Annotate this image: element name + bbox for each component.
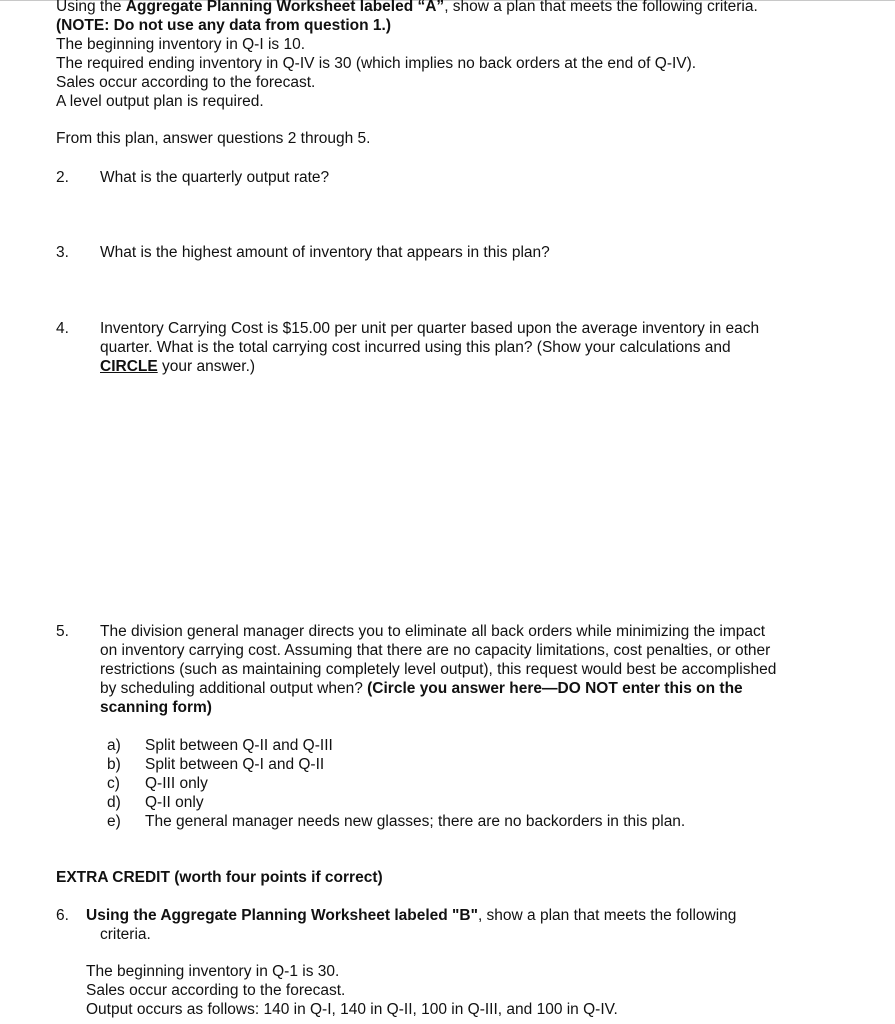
question-5-line [100,679,743,698]
criteria-item: A level output plan is required. [56,93,264,110]
option-b-letter[interactable]: b) [107,756,121,773]
from-plan-text: From this plan, answer questions 2 through 5. [56,130,371,147]
option-d-letter[interactable]: d) [107,794,121,811]
question-6-line [86,906,736,925]
question-4-line-rest: your answer.) [157,358,256,375]
question-2-text: What is the quarterly output rate? [100,169,330,186]
question-5-line: scanning form) [100,699,212,716]
question-5-number: 5. [56,623,69,640]
intro-line1 [56,0,758,16]
intro-line1-post: , show a plan that meets the following criteria. [444,0,758,15]
option-a-letter[interactable]: a) [107,737,121,754]
extra-criteria-item: The beginning inventory in Q-1 is 30. [86,963,340,980]
question-6-number: 6. [56,907,69,924]
question-5-line: on inventory carrying cost. Assuming that there are no capacity limitations, cost penalties, or other [100,642,771,659]
question-2-number: 2. [56,169,69,186]
question-5-instruction: (Circle you answer here—DO NOT enter this on the [367,680,743,697]
option-b-text[interactable]: Split between Q-I and Q-II [145,756,325,773]
option-c-letter[interactable]: c) [107,775,120,792]
option-e-letter[interactable]: e) [107,813,121,830]
question-4-line: quarter. What is the total carrying cost incurred using this plan? (Show your calculations and [100,339,731,356]
criteria-item: The required ending inventory in Q-IV is 30 (which implies no back orders at the end of Q-IV). [56,55,697,72]
question-3-number: 3. [56,244,69,261]
question-4-line [100,357,255,376]
option-a-text[interactable]: Split between Q-II and Q-III [145,737,333,754]
extra-criteria-item: Output occurs as follows: 140 in Q-I, 140 in Q-II, 100 in Q-III, and 100 in Q-IV. [86,1001,618,1018]
question-6-line1-post: , show a plan that meets the following [477,907,737,924]
intro-line1-pre: Using the [56,0,126,15]
question-5-line: restrictions (such as maintaining completely level output), this request would best be accomplished [100,661,777,678]
question-3-text: What is the highest amount of inventory that appears in this plan? [100,244,550,261]
question-5-line4-pre: by scheduling additional output when? [100,680,368,697]
criteria-item: The beginning inventory in Q-I is 10. [56,36,305,53]
question-6-line: criteria. [100,926,151,943]
question-5-line: The division general manager directs you to eliminate all back orders while minimizing the impact [100,623,766,640]
circle-instruction: CIRCLE [100,358,158,375]
extra-credit-heading: EXTRA CREDIT (worth four points if correct) [56,869,383,886]
option-d-text[interactable]: Q-II only [145,794,204,811]
intro-note: (NOTE: Do not use any data from question 1.) [56,17,391,34]
worksheet-b-label: Using the Aggregate Planning Worksheet labeled "B" [86,907,478,924]
question-4-number: 4. [56,320,69,337]
extra-criteria-item: Sales occur according to the forecast. [86,982,346,999]
criteria-item: Sales occur according to the forecast. [56,74,316,91]
option-c-text[interactable]: Q-III only [145,775,208,792]
question-4-line: Inventory Carrying Cost is $15.00 per unit per quarter based upon the average inventory in each [100,320,760,337]
option-e-text[interactable]: The general manager needs new glasses; there are no backorders in this plan. [145,813,686,830]
worksheet-a-label: Aggregate Planning Worksheet labeled “A” [125,0,445,15]
